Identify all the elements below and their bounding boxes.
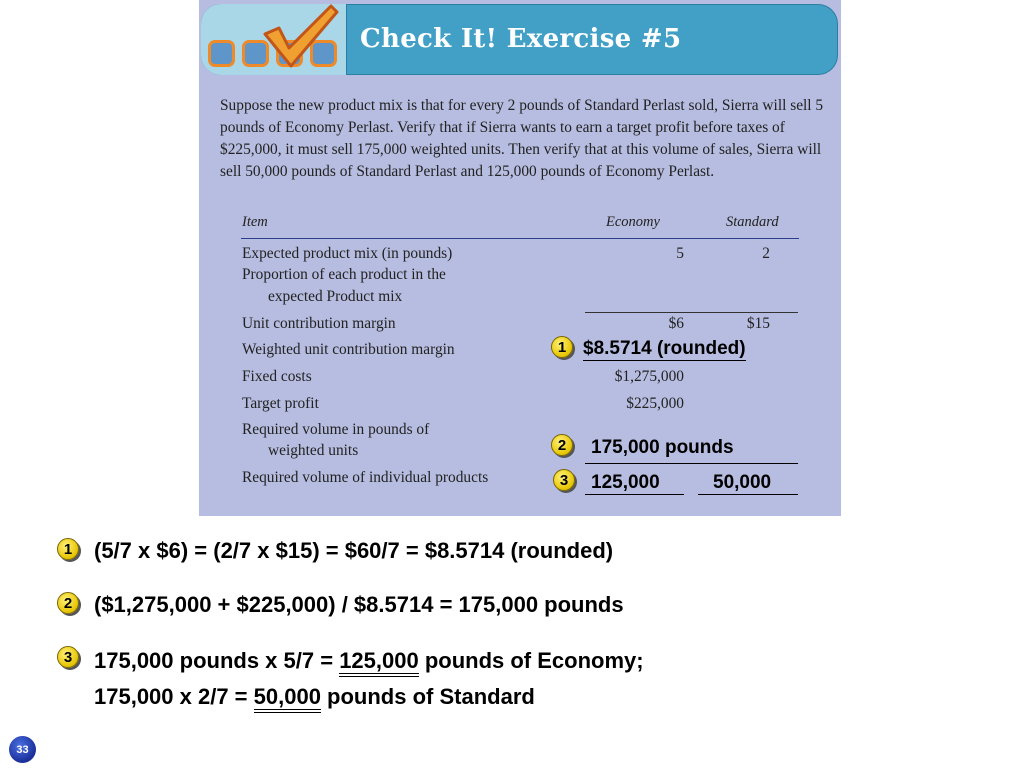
row-label-continued: expected Product mix [268,288,403,305]
row-label: Weighted unit contribution margin [242,341,455,358]
explanation-text: 175,000 x 2/7 = [94,684,254,709]
answer-rule [585,463,798,464]
row-rule [585,312,798,313]
answer-standard-volume: 50,000 [713,472,772,493]
economy-value: $6 [668,315,684,332]
explanation-text: pounds of Standard [320,684,535,709]
explanation-badge-1: 1 [57,538,79,560]
answer-rule [585,494,684,495]
standard-value: 2 [762,245,770,262]
answer-badge-1: 1 [551,336,573,358]
answer-weighted-cm: $8.5714 (rounded) [583,338,746,359]
answer-badge-3: 3 [553,469,575,491]
table-header-rule [241,238,799,239]
logo-square-icon [208,40,235,67]
answer-economy-volume: 125,000 [591,472,660,493]
row-label: Expected product mix (in pounds) [242,245,453,262]
answer-rule [698,494,798,495]
standard-result: 50,000 [254,684,321,713]
explanation-badge-3: 3 [57,646,79,668]
explanation-text: pounds of Economy; [418,648,644,673]
standard-value: $15 [746,315,770,332]
page-title: Check It! Exercise #5 [360,24,682,54]
explanation-badge-2: 2 [57,592,79,614]
page-number: 33 [9,736,36,763]
economy-value: 5 [676,245,684,262]
checkmark-icon [261,4,341,68]
explanation-3-line-1 [94,648,644,674]
explanation-1: (5/7 x $6) = (2/7 x $15) = $60/7 = $8.5714 (rounded) [94,538,614,563]
row-label: Required volume in pounds of [242,421,430,438]
economy-value: $225,000 [626,395,684,412]
checkmark-logo [201,4,347,75]
problem-statement: Suppose the new product mix is that for every 2 pounds of Standard Perlast sold, Sierra will sell 5 pounds of Economy Perlast. Verify that if Sierra wants to earn a target profit before taxes of $225,000, it must sell 175,000 weighted units. Then verify that at this volume of sales, Sierra will sell 50,000 pounds of Standard Perlast and 125,000 pounds of Economy Perlast. [220,97,824,180]
row-label: Target profit [242,395,319,412]
row-label: Proportion of each product in the [242,266,446,283]
row-label: Fixed costs [242,368,312,385]
economy-value: $1,275,000 [614,368,684,385]
explanation-text: 175,000 pounds x 5/7 = [94,648,340,673]
explanation-2: ($1,275,000 + $225,000) / $8.5714 = 175,000 pounds [94,592,624,617]
column-header-economy: Economy [606,214,660,230]
economy-result: 125,000 [339,648,419,677]
column-header-standard: Standard [726,214,779,230]
answer-badge-2: 2 [551,434,573,456]
row-label: Required volume of individual products [242,469,489,486]
column-header-item: Item [242,214,268,230]
row-label: Unit contribution margin [242,315,396,332]
answer-weighted-units: 175,000 pounds [591,437,734,458]
explanation-3-line-2 [94,684,535,710]
row-label-continued: weighted units [268,442,359,459]
